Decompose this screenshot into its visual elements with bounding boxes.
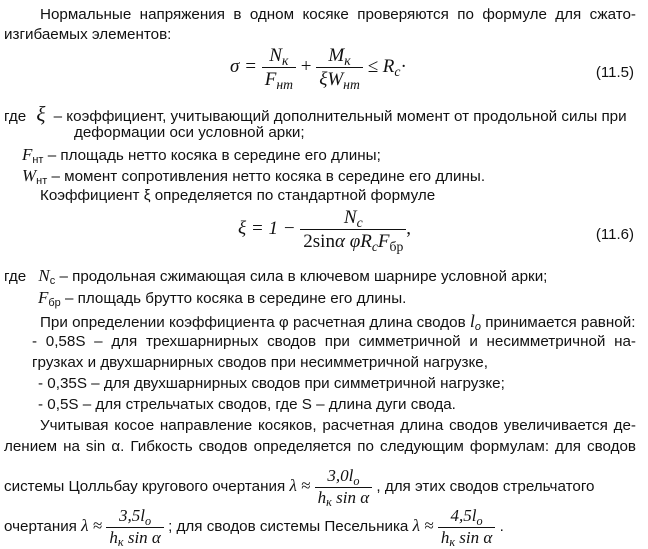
equation-11-6 xyxy=(238,206,411,253)
symbol: F xyxy=(22,145,33,164)
paragraph-line: - 0,58S – для трехшарнирных сводов при симметричной и несимметричной на- xyxy=(32,333,636,350)
subscript: нт xyxy=(36,175,48,188)
denominator-part: F xyxy=(377,231,390,253)
symbol: F xyxy=(38,288,49,307)
text: При определении коэффициента φ расчетная длина сводов xyxy=(40,314,466,331)
symbol: 3,0l xyxy=(327,466,354,485)
subscript: нт xyxy=(343,77,360,93)
symbol: M xyxy=(328,45,345,66)
definition-line xyxy=(4,266,547,287)
symbol: 3,5l xyxy=(119,506,146,525)
definition-line xyxy=(38,288,406,309)
symbol: N xyxy=(38,266,50,285)
eq-lhs: λ ≈ xyxy=(412,516,434,536)
fraction xyxy=(316,44,363,91)
symbol: sin α xyxy=(459,527,493,547)
symbol: sin α xyxy=(336,487,370,507)
subscript: нт xyxy=(32,154,44,167)
subscript: o xyxy=(145,513,152,528)
punctuation: , xyxy=(406,218,412,240)
text: системы Цолльбау кругового очертания xyxy=(4,478,286,496)
paragraph-line xyxy=(4,466,594,508)
text: очертания xyxy=(4,518,77,536)
fraction xyxy=(300,206,406,253)
equation-number: (11.5) xyxy=(595,64,634,81)
symbol: W xyxy=(22,166,37,185)
subscript: c xyxy=(356,215,363,231)
punctuation: · xyxy=(400,56,407,78)
symbol: h xyxy=(440,527,450,547)
subscript: нт xyxy=(276,77,293,93)
definition-text: – продольная сжимающая сила в ключевом шарнире условной арки; xyxy=(59,268,548,285)
paragraph-line xyxy=(4,506,504,548)
fraction xyxy=(438,506,496,548)
fraction xyxy=(315,466,373,508)
paragraph-line: грузках и двухшарнирных сводов при несимметричной нагрузке, xyxy=(32,354,488,371)
definition-text: – площадь брутто косяка в середине его длины. xyxy=(64,290,407,307)
text: принимается равной: xyxy=(485,314,636,331)
subscript: c xyxy=(49,275,56,288)
paragraph-line: - 0,5S – для стрельчатых сводов, где S – длина дуги свода. xyxy=(38,396,456,413)
where-word: где xyxy=(4,108,27,125)
punctuation: . xyxy=(499,518,504,536)
definition-text: – коэффициент, учитывающий дополнительный момент от продольной силы при xyxy=(53,108,627,125)
paragraph-line: Коэффициент ξ определяется по стандартной формуле xyxy=(40,187,436,204)
eq-lhs: σ = xyxy=(230,56,257,78)
subscript: c xyxy=(371,239,378,255)
subscript: c xyxy=(394,64,401,80)
definition-line xyxy=(22,166,485,187)
symbol: N xyxy=(343,207,357,228)
equation-number: (11.6) xyxy=(595,226,634,243)
subscript: o xyxy=(474,321,481,334)
subscript: к xyxy=(449,535,456,549)
definition-text: – момент сопротивления нетто косяка в середине его длины. xyxy=(51,168,486,185)
subscript: бр xyxy=(48,297,61,310)
paragraph-line xyxy=(40,311,635,333)
paragraph-line: изгибаемых элементов: xyxy=(4,26,172,43)
definition-line: деформации оси условной арки; xyxy=(74,124,305,141)
eq-lhs: λ ≈ xyxy=(289,476,311,496)
symbol: sin α xyxy=(127,527,161,547)
symbol: ξW xyxy=(319,69,344,91)
paragraph-line: лением на sin α. Гибкость сводов определяется по следующим формулам: для сводов xyxy=(4,438,636,455)
relation: ≤ R xyxy=(367,56,395,78)
where-word: где xyxy=(4,268,27,285)
subscript: к xyxy=(344,53,351,69)
paragraph-line: Учитывая косое направление косяков, расчетная длина сводов увеличивается де- xyxy=(40,417,636,434)
paragraph-line: Нормальные напряжения в одном косяке проверяются по формуле для сжато- xyxy=(40,6,636,23)
text: ; для сводов системы Песельника xyxy=(168,518,409,536)
denominator-part: α φR xyxy=(334,231,372,253)
symbol: h xyxy=(317,487,327,507)
paragraph-line: - 0,35S – для двухшарнирных сводов при симметричной нагрузке; xyxy=(38,375,505,392)
symbol: 4,5l xyxy=(450,506,477,525)
subscript: o xyxy=(353,473,360,488)
subscript: бр xyxy=(389,239,404,255)
subscript: к xyxy=(281,53,289,69)
definition-text: – площадь нетто косяка в середине его длины; xyxy=(47,147,381,164)
denominator-part: 2sin xyxy=(303,231,335,253)
text: , для этих сводов стрельчатого xyxy=(376,478,595,496)
eq-lhs: ξ = 1 − xyxy=(238,218,296,240)
symbol: ξ xyxy=(36,102,46,126)
equation-11-5 xyxy=(230,44,407,91)
subscript: o xyxy=(476,513,483,528)
symbol: F xyxy=(264,69,277,91)
symbol: l xyxy=(469,311,475,331)
definition-line xyxy=(22,145,381,166)
plus-sign: + xyxy=(300,56,312,78)
symbol: h xyxy=(109,527,118,547)
symbol: N xyxy=(269,45,282,66)
subscript: к xyxy=(117,535,124,549)
subscript: к xyxy=(326,495,332,510)
eq-lhs: λ ≈ xyxy=(81,516,103,536)
fraction xyxy=(262,44,296,91)
fraction xyxy=(106,506,164,548)
